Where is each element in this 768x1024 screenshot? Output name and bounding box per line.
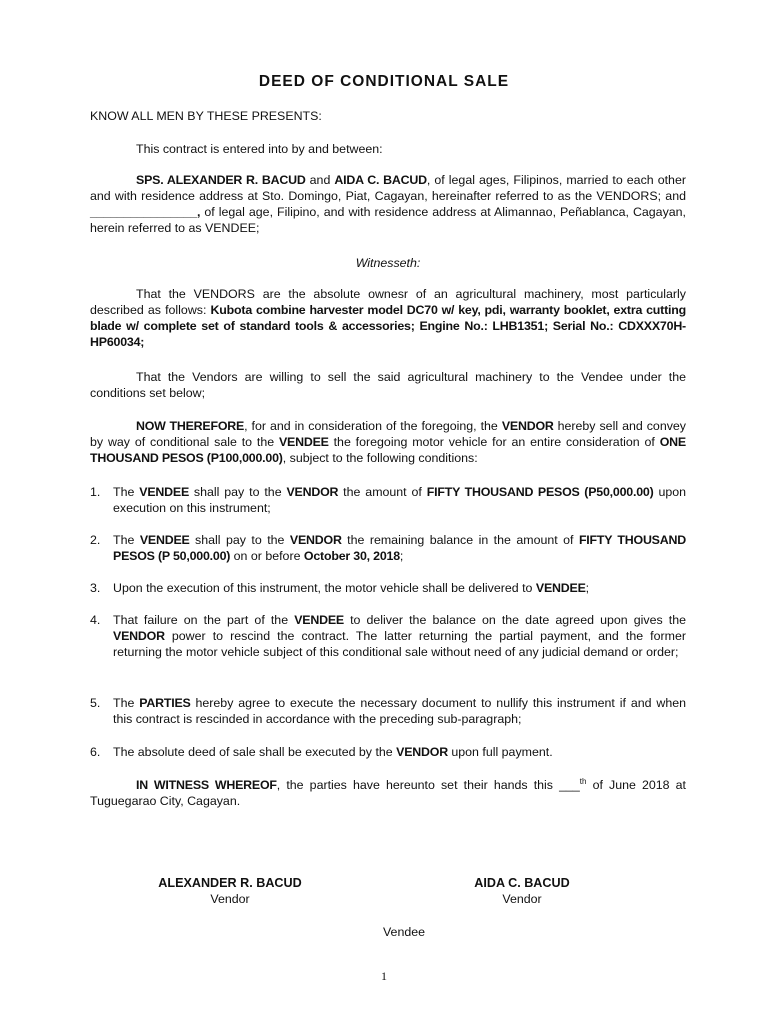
condition-text bbox=[113, 695, 686, 727]
signatory-name: ALEXANDER R. BACUD bbox=[158, 876, 302, 890]
now-therefore-text-1: , for and in consideration of the foregoing, the bbox=[244, 419, 502, 433]
c4-text-1: That failure on the part of the bbox=[113, 613, 295, 627]
c4-vendor: VENDOR bbox=[113, 629, 165, 643]
signatory-name: AIDA C. BACUD bbox=[474, 876, 570, 890]
witnesseth-heading: Witnesseth: bbox=[355, 256, 421, 270]
condition-item-5 bbox=[90, 695, 686, 727]
parties-paragraph bbox=[90, 172, 686, 236]
signatory-role: Vendor bbox=[210, 892, 250, 906]
document-title: DEED OF CONDITIONAL SALE bbox=[258, 73, 510, 90]
condition-number: 3. bbox=[90, 581, 101, 595]
vendor-term: VENDOR bbox=[501, 419, 554, 433]
c2-text-3: the remaining balance in the amount of bbox=[341, 533, 579, 547]
c2-due-date: October 30, 2018 bbox=[303, 549, 400, 563]
c2-amount: FIFTY THOUSAND PESOS (P 50,000.00) bbox=[113, 533, 686, 563]
signature-block-right bbox=[422, 875, 622, 907]
c5-text-1: The bbox=[113, 696, 140, 710]
vendee-term: VENDEE bbox=[278, 435, 329, 449]
c6-text-1: The absolute deed of sale shall be executed by the bbox=[113, 745, 397, 759]
whereas-paragraph-1 bbox=[90, 286, 686, 350]
c1-text-4: upon execution on this instrument; bbox=[113, 485, 687, 515]
c6-vendor: VENDOR bbox=[396, 745, 448, 759]
signatory-role: Vendee bbox=[382, 925, 426, 939]
c2-text-5: ; bbox=[399, 549, 404, 563]
c2-text-1: The bbox=[113, 533, 140, 547]
witness-whereof-lead: IN WITNESS WHEREOF bbox=[136, 778, 277, 792]
c1-vendor: VENDOR bbox=[286, 485, 339, 499]
condition-number: 5. bbox=[90, 696, 101, 710]
signatory-role: Vendor bbox=[502, 892, 542, 906]
condition-text bbox=[113, 484, 686, 516]
condition-item-6 bbox=[90, 744, 686, 760]
c6-text-2: upon full payment. bbox=[447, 745, 553, 759]
ordinal-suffix: th bbox=[579, 776, 587, 786]
now-therefore-lead: NOW THEREFORE bbox=[136, 419, 245, 433]
vendee-blank: ________________, bbox=[90, 205, 201, 219]
c4-text-2: to deliver the balance on the date agreed upon gives the bbox=[343, 613, 687, 627]
vendor2-name: AIDA C. BACUD bbox=[334, 173, 427, 187]
c5-text-2: hereby agree to execute the necessary document to nullify this instrument if and when this contract is rescinded in accordance with the preceding sub-paragraph; bbox=[113, 696, 686, 726]
c1-amount: FIFTY THOUSAND PESOS (P50,000.00) bbox=[426, 485, 654, 499]
c5-parties: PARTIES bbox=[139, 696, 191, 710]
c4-vendee: VENDEE bbox=[294, 613, 344, 627]
whereas1-text: That the VENDORS are the absolute ownesr of an agricultural machinery, most particularly described as follows: bbox=[90, 287, 686, 317]
condition-text bbox=[113, 532, 686, 564]
c3-text-2: ; bbox=[585, 581, 590, 595]
c1-vendee: VENDEE bbox=[139, 485, 190, 499]
condition-item-1 bbox=[90, 484, 686, 516]
c3-vendee: VENDEE bbox=[535, 581, 586, 595]
now-therefore-text-4: , subject to the following conditions: bbox=[282, 451, 478, 465]
witness-whereof-paragraph bbox=[90, 777, 686, 809]
condition-text bbox=[113, 744, 686, 760]
c2-text-4: on or before bbox=[230, 549, 304, 563]
page-number: 1 bbox=[381, 969, 387, 983]
c1-text-3: the amount of bbox=[338, 485, 427, 499]
intro-paragraph: This contract is entered into by and between: bbox=[136, 142, 383, 156]
c4-text-3: power to rescind the contract. The latter returning the partial payment, and the former returning the motor vehicle subject of this conditional sale without need of any judicial demand or order; bbox=[113, 629, 686, 659]
c1-text-2: shall pay to the bbox=[189, 485, 287, 499]
opening-line: KNOW ALL MEN BY THESE PRESENTS: bbox=[90, 109, 322, 123]
signature-block-left bbox=[130, 875, 330, 907]
c1-text-1: The bbox=[113, 485, 140, 499]
c3-text-1: Upon the execution of this instrument, the motor vehicle shall be delivered to bbox=[113, 581, 536, 595]
machinery-description: Kubota combine harvester model DC70 w/ key, pdi, warranty booklet, extra cutting blade w/ complete set of standard tools & accessories; Engine No.: LHB1351; Serial No.: CDXXX70H-HP60034; bbox=[90, 303, 686, 349]
c2-vendee: VENDEE bbox=[139, 533, 190, 547]
parties-text-2: of legal age, Filipino, and with residence address at Alimannao, Peñablanca, Cagayan, herein referred to as VENDEE; bbox=[90, 205, 686, 235]
parties-text-1: , of legal ages, Filipinos, married to each other and with residence address at Sto. Domingo, Piat, Cagayan, hereinafter referred to as the VENDORS; and bbox=[90, 173, 686, 203]
condition-number: 2. bbox=[90, 533, 101, 547]
now-therefore-text-2: hereby sell and convey by way of conditional sale to the bbox=[90, 419, 686, 449]
c2-text-2: shall pay to the bbox=[189, 533, 290, 547]
now-therefore-paragraph bbox=[90, 418, 686, 466]
witness-text-2: of June 2018 at Tuguegarao City, Cagayan. bbox=[90, 778, 686, 808]
c2-vendor: VENDOR bbox=[289, 533, 342, 547]
condition-text bbox=[113, 580, 686, 596]
vendor1-name: SPS. ALEXANDER R. BACUD bbox=[136, 173, 306, 187]
now-therefore-text-3: the foregoing motor vehicle for an entire consideration of bbox=[328, 435, 660, 449]
condition-item-3 bbox=[90, 580, 686, 596]
witness-text-1: , the parties have hereunto set their hands this ___ bbox=[276, 778, 580, 792]
condition-item-4 bbox=[90, 612, 686, 660]
signature-block-vendee bbox=[304, 924, 504, 940]
and-text: and bbox=[309, 173, 331, 187]
consideration-amount: ONE THOUSAND PESOS (P100,000.00) bbox=[90, 435, 686, 465]
whereas-paragraph-2: That the Vendors are willing to sell the said agricultural machinery to the Vendee under the conditions set below; bbox=[90, 370, 686, 400]
condition-number: 6. bbox=[90, 745, 101, 759]
condition-number: 4. bbox=[90, 613, 101, 627]
condition-number: 1. bbox=[90, 485, 101, 499]
condition-text bbox=[113, 612, 686, 660]
condition-item-2 bbox=[90, 532, 686, 564]
